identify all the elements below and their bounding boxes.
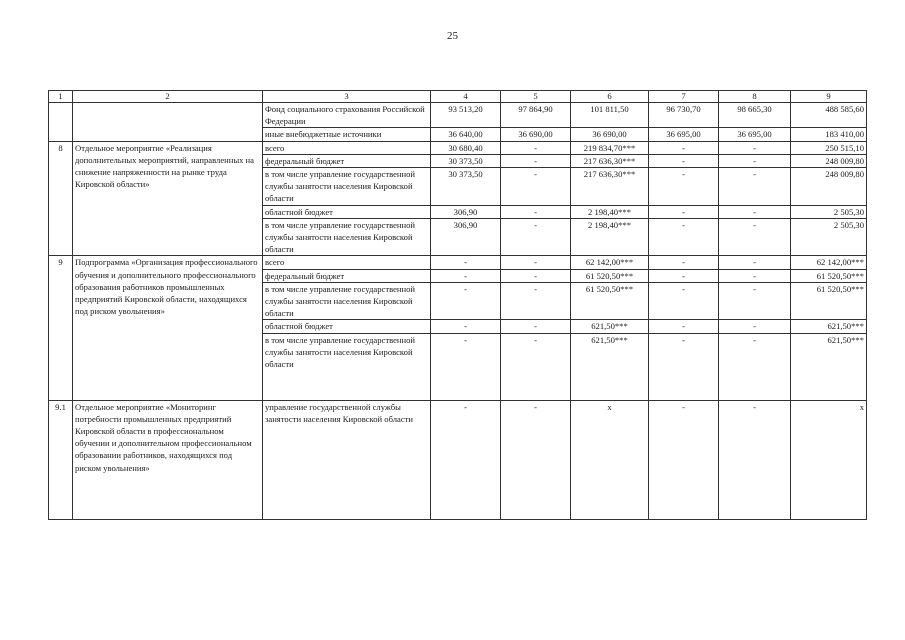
amount-cell: 61 520,50*** — [571, 269, 649, 282]
table-row — [49, 141, 867, 154]
funding-source-cell: федеральный бюджет — [263, 269, 431, 282]
funding-source-cell: областной бюджет — [263, 320, 431, 333]
funding-source-cell: в том числе управление государственной службы занятости населения Кировской области — [263, 282, 431, 320]
amount-cell: 36 695,00 — [649, 128, 719, 141]
amount-cell: - — [719, 205, 791, 218]
amount-cell: 30 680,40 — [431, 141, 501, 154]
funding-source-cell: всего — [263, 256, 431, 269]
total-cell: 488 585,60 — [791, 103, 867, 128]
amount-cell: - — [501, 154, 571, 167]
amount-cell: - — [649, 282, 719, 320]
funding-source-cell: в том числе управление государственной службы занятости населения Кировской области — [263, 168, 431, 206]
item-number-cell: 9.1 — [49, 400, 73, 519]
column-number: 4 — [431, 91, 501, 103]
amount-cell: - — [649, 400, 719, 519]
amount-cell: - — [501, 269, 571, 282]
amount-cell: 306,90 — [431, 205, 501, 218]
amount-cell: - — [501, 400, 571, 519]
amount-cell: 61 520,50*** — [571, 282, 649, 320]
amount-cell: 62 142,00*** — [571, 256, 649, 269]
amount-cell: 93 513,20 — [431, 103, 501, 128]
amount-cell: 30 373,50 — [431, 154, 501, 167]
amount-cell: - — [501, 141, 571, 154]
amount-cell: 36 690,00 — [571, 128, 649, 141]
item-number-cell — [49, 103, 73, 142]
amount-cell: 306,90 — [431, 218, 501, 256]
funding-source-cell: всего — [263, 141, 431, 154]
column-number: 7 — [649, 91, 719, 103]
funding-source-cell: управление государственной службы занятости населения Кировской области — [263, 400, 431, 519]
amount-cell: - — [719, 168, 791, 206]
amount-cell: - — [719, 282, 791, 320]
funding-source-cell: в том числе управление государственной службы занятости населения Кировской области — [263, 333, 431, 400]
column-number: 9 — [791, 91, 867, 103]
table-row — [49, 256, 867, 269]
item-name-cell — [73, 103, 263, 142]
amount-cell: 2 198,40*** — [571, 218, 649, 256]
column-number: 8 — [719, 91, 791, 103]
table-row — [49, 103, 867, 128]
amount-cell: 2 198,40*** — [571, 205, 649, 218]
amount-cell: x — [571, 400, 649, 519]
column-number: 3 — [263, 91, 431, 103]
total-cell: 62 142,00*** — [791, 256, 867, 269]
amount-cell: 97 864,90 — [501, 103, 571, 128]
amount-cell: - — [719, 400, 791, 519]
amount-cell: - — [649, 333, 719, 400]
amount-cell: - — [649, 269, 719, 282]
amount-cell: 36 695,00 — [719, 128, 791, 141]
item-number-cell: 8 — [49, 141, 73, 256]
amount-cell: - — [431, 282, 501, 320]
amount-cell: - — [719, 269, 791, 282]
amount-cell: - — [719, 333, 791, 400]
total-cell: 248 009,80 — [791, 168, 867, 206]
amount-cell: 36 640,00 — [431, 128, 501, 141]
amount-cell: - — [649, 218, 719, 256]
amount-cell: 30 373,50 — [431, 168, 501, 206]
total-cell: 183 410,00 — [791, 128, 867, 141]
amount-cell: 217 636,30*** — [571, 154, 649, 167]
item-number-cell: 9 — [49, 256, 73, 400]
total-cell: 61 520,50*** — [791, 269, 867, 282]
column-number: 2 — [73, 91, 263, 103]
amount-cell: - — [501, 168, 571, 206]
budget-table — [48, 90, 867, 520]
amount-cell: - — [649, 205, 719, 218]
total-cell: 248 009,80 — [791, 154, 867, 167]
amount-cell: 621,50*** — [571, 333, 649, 400]
item-name-cell: Отдельное мероприятие «Мониторинг потребности промышленных предприятий Кировской области в профессиональном обучении и дополнительном профессиональном образовании работников, находящихся под риском увольнения» — [73, 400, 263, 519]
amount-cell: - — [719, 218, 791, 256]
item-name-cell: Отдельное мероприятие «Реализация дополнительных мероприятий, направленных на снижение напряженности на рынке труда Кировской области» — [73, 141, 263, 256]
funding-source-cell: областной бюджет — [263, 205, 431, 218]
amount-cell: - — [719, 141, 791, 154]
column-number-row — [49, 91, 867, 103]
amount-cell: - — [501, 320, 571, 333]
total-cell: 2 505,30 — [791, 218, 867, 256]
amount-cell: - — [501, 282, 571, 320]
amount-cell: - — [501, 218, 571, 256]
amount-cell: 219 834,70*** — [571, 141, 649, 154]
amount-cell: - — [719, 320, 791, 333]
total-cell: 61 520,50*** — [791, 282, 867, 320]
amount-cell: - — [501, 205, 571, 218]
amount-cell: 36 690,00 — [501, 128, 571, 141]
amount-cell: 96 730,70 — [649, 103, 719, 128]
amount-cell: - — [719, 256, 791, 269]
page-number: 25 — [447, 30, 458, 42]
amount-cell: - — [431, 333, 501, 400]
column-number: 5 — [501, 91, 571, 103]
column-number: 1 — [49, 91, 73, 103]
amount-cell: - — [501, 333, 571, 400]
amount-cell: - — [431, 256, 501, 269]
item-name-cell: Подпрограмма «Организация профессионального обучения и дополнительного профессионального образования работников промышленных предприятий Кировской области, находящихся под риском увольнения» — [73, 256, 263, 400]
amount-cell: - — [431, 400, 501, 519]
total-cell: 621,50*** — [791, 320, 867, 333]
amount-cell: - — [719, 154, 791, 167]
amount-cell: - — [649, 168, 719, 206]
funding-source-cell: иные внебюджетные источники — [263, 128, 431, 141]
amount-cell: - — [649, 256, 719, 269]
amount-cell: - — [431, 320, 501, 333]
total-cell: x — [791, 400, 867, 519]
amount-cell: 621,50*** — [571, 320, 649, 333]
total-cell: 621,50*** — [791, 333, 867, 400]
amount-cell: 98 665,30 — [719, 103, 791, 128]
column-number: 6 — [571, 91, 649, 103]
total-cell: 2 505,30 — [791, 205, 867, 218]
funding-source-cell: Фонд социального страхования Российской Федерации — [263, 103, 431, 128]
amount-cell: - — [649, 320, 719, 333]
amount-cell: - — [649, 154, 719, 167]
amount-cell: 217 636,30*** — [571, 168, 649, 206]
amount-cell: - — [649, 141, 719, 154]
amount-cell: 101 811,50 — [571, 103, 649, 128]
table-row — [49, 400, 867, 519]
amount-cell: - — [431, 269, 501, 282]
amount-cell: - — [501, 256, 571, 269]
funding-source-cell: в том числе управление государственной службы занятости населения Кировской области — [263, 218, 431, 256]
funding-source-cell: федеральный бюджет — [263, 154, 431, 167]
total-cell: 250 515,10 — [791, 141, 867, 154]
